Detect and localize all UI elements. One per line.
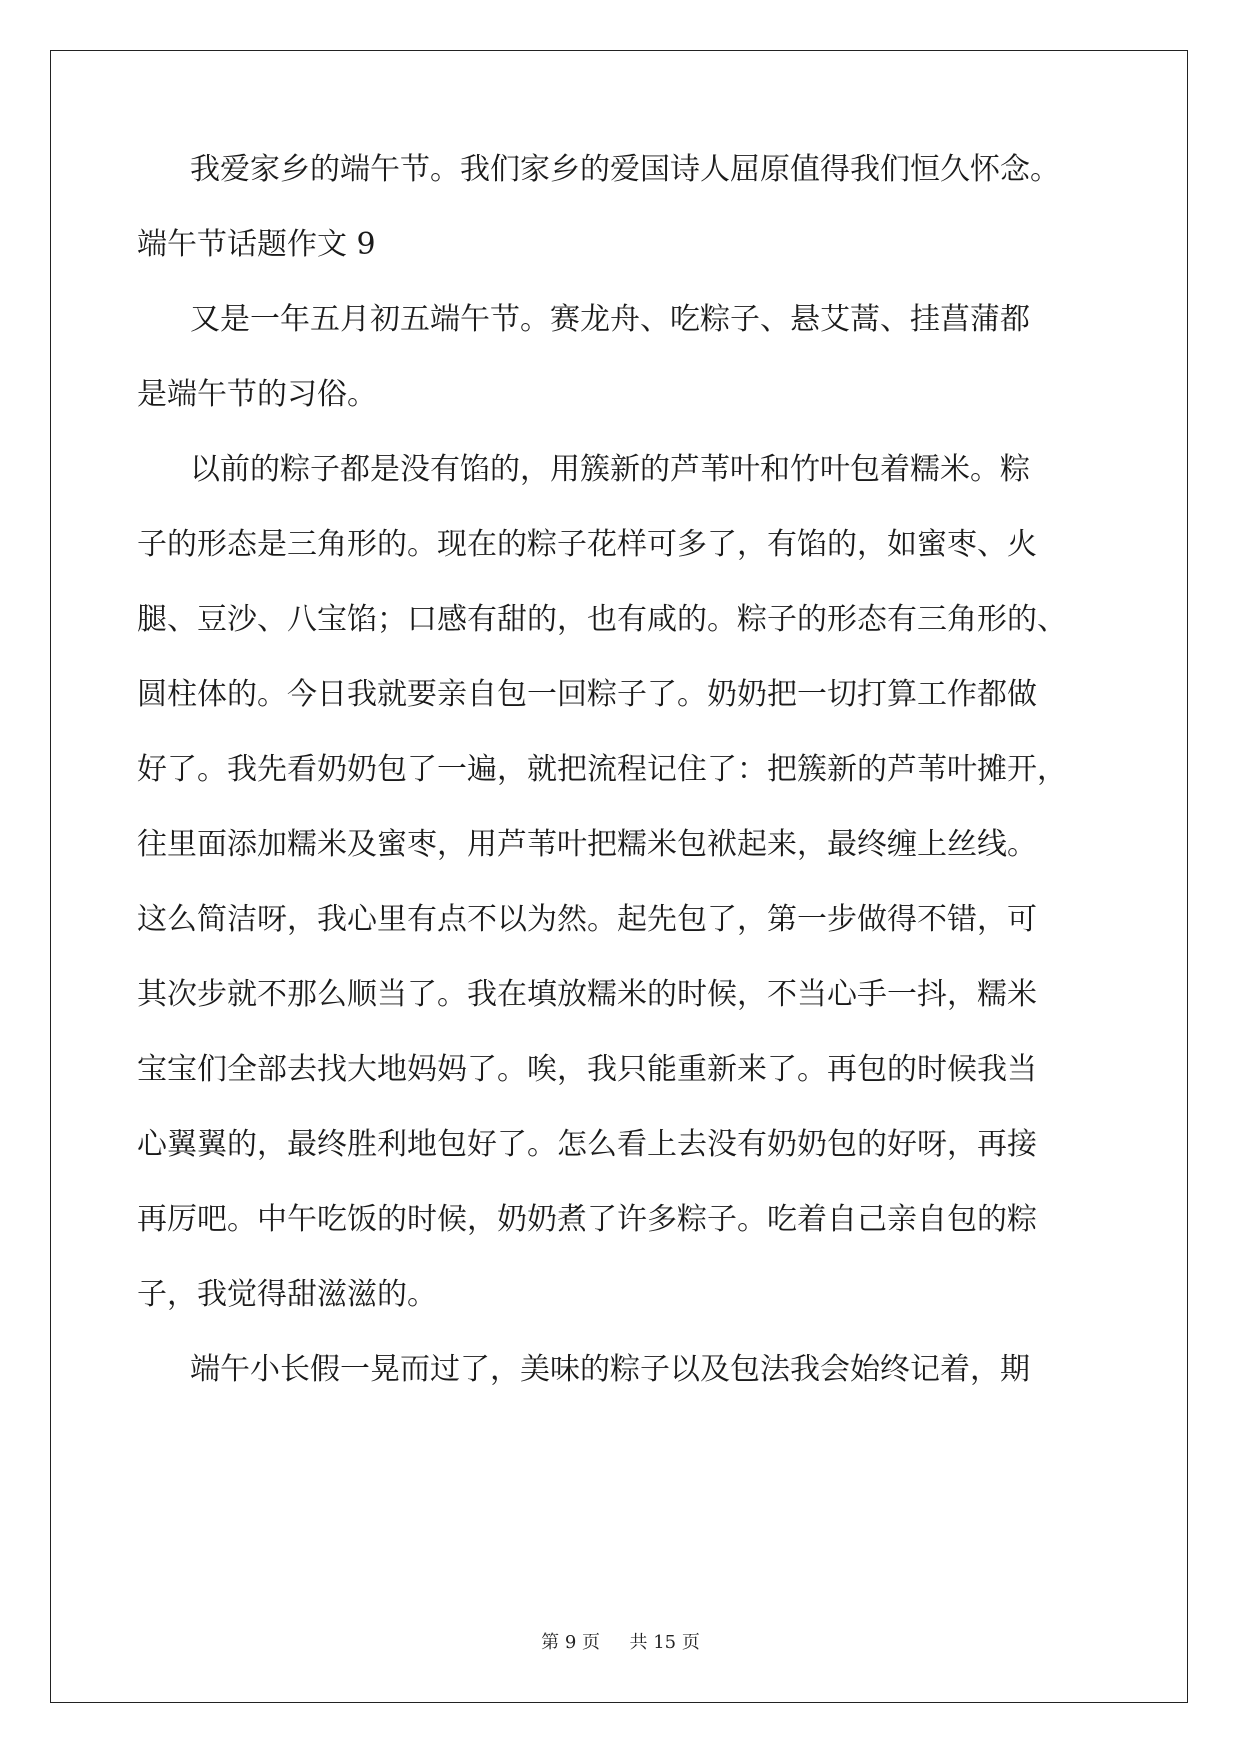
paragraph-line: 宝宝们全部去找大地妈妈了。唉，我只能重新来了。再包的时候我当 — [137, 1052, 1037, 1087]
page-number: 第 9 页 — [541, 1632, 601, 1653]
paragraph-line: 再厉吧。中午吃饭的时候，奶奶煮了许多粽子。吃着自己亲自包的粽 — [137, 1202, 1037, 1237]
paragraph-line: 其次步就不那么顺当了。我在填放糯米的时候，不当心手一抖，糯米 — [137, 977, 1037, 1012]
paragraph-line: 心翼翼的，最终胜利地包好了。怎么看上去没有奶奶包的好呀，再接 — [137, 1127, 1037, 1162]
paragraph-line: 又是一年五月初五端午节。赛龙舟、吃粽子、悬艾蒿、挂菖蒲都 — [190, 302, 1030, 337]
paragraph-line: 端午小长假一晃而过了，美味的粽子以及包法我会始终记着，期 — [190, 1352, 1030, 1387]
paragraph-line: 腿、豆沙、八宝馅；口感有甜的，也有咸的。粽子的形态有三角形的、 — [137, 602, 1067, 637]
paragraph-line: 以前的粽子都是没有馅的，用簇新的芦苇叶和竹叶包着糯米。粽 — [190, 452, 1030, 487]
page-total: 共 15 页 — [629, 1632, 700, 1653]
paragraph-line: 往里面添加糯米及蜜枣，用芦苇叶把糯米包袱起来，最终缠上丝线。 — [137, 827, 1037, 862]
paragraph-line: 子的形态是三角形的。现在的粽子花样可多了，有馅的，如蜜枣、火 — [137, 527, 1037, 562]
page-footer — [0, 1628, 1241, 1654]
paragraph-line: 我爱家乡的端午节。我们家乡的爱国诗人屈原值得我们恒久怀念。 — [190, 152, 1060, 187]
paragraph-line: 是端午节的习俗。 — [137, 377, 377, 412]
section-heading: 端午节话题作文 9 — [137, 227, 376, 262]
paragraph-line: 子，我觉得甜滋滋的。 — [137, 1277, 437, 1312]
paragraph-line: 好了。我先看奶奶包了一遍，就把流程记住了：把簇新的芦苇叶摊开， — [137, 752, 1067, 787]
paragraph-line: 圆柱体的。今日我就要亲自包一回粽子了。奶奶把一切打算工作都做 — [137, 677, 1037, 712]
paragraph-line: 这么简洁呀，我心里有点不以为然。起先包了，第一步做得不错，可 — [137, 902, 1037, 937]
page-border — [50, 50, 1188, 1703]
